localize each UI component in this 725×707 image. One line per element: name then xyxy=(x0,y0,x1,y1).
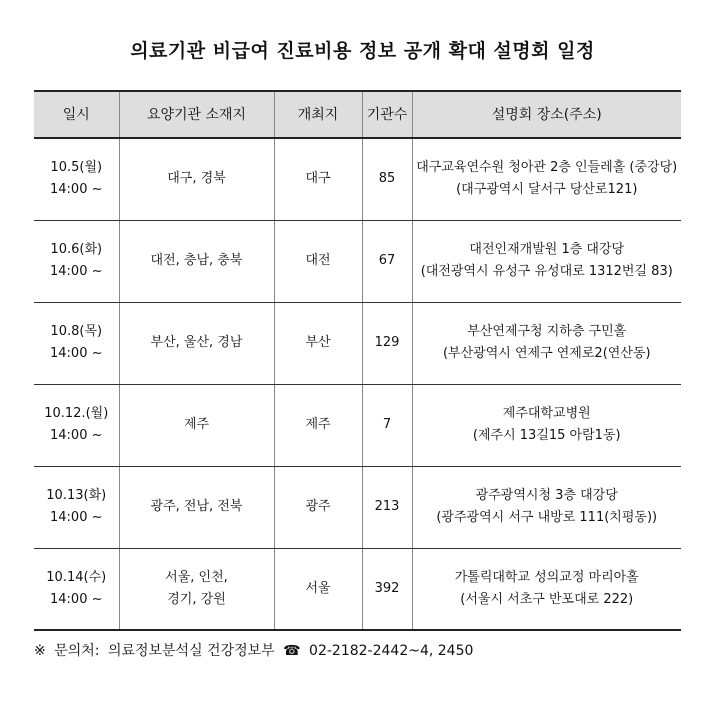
region-text: 부산, 울산, 경남 xyxy=(150,335,243,350)
time-text: 14:00 ~ xyxy=(50,428,103,443)
place-cell xyxy=(412,220,681,302)
table-row xyxy=(34,138,681,220)
header-venue-city: 개최지 xyxy=(274,91,362,138)
venue-city-cell: 광주 xyxy=(274,466,362,548)
location-cell xyxy=(119,302,274,384)
place-address: (부산광역시 연제구 연제로2(연산동) xyxy=(442,346,651,361)
count-cell: 85 xyxy=(362,138,412,220)
place-address: (대구광역시 달서구 당산로121) xyxy=(456,182,638,198)
place-name: 광주광역시청 3층 대강당 xyxy=(475,488,618,503)
region-text: 제주 xyxy=(183,417,210,432)
region-text: 경기, 강원 xyxy=(167,591,226,607)
page-title: 의료기관 비급여 진료비용 정보 공개 확대 설명회 일정 xyxy=(130,40,595,62)
phone-icon: ☎ xyxy=(283,643,301,659)
count-cell: 392 xyxy=(362,548,412,630)
region-text: 대구, 경북 xyxy=(167,171,226,187)
date-text: 10.12.(월) xyxy=(44,406,109,421)
region-text: 서울, 인천, xyxy=(165,569,228,585)
table-row xyxy=(34,466,681,548)
location-cell xyxy=(119,548,274,630)
datetime-cell xyxy=(34,302,119,384)
count-cell: 67 xyxy=(362,220,412,302)
place-address: (대전광역시 유성구 유성대로 1312번길 83) xyxy=(420,264,673,279)
table-row xyxy=(34,384,681,466)
place-name: 대구교육연수원 청아관 2층 인들레홀 (중강당) xyxy=(416,160,678,176)
place-cell xyxy=(412,138,681,220)
venue-city-cell: 부산 xyxy=(274,302,362,384)
datetime-cell xyxy=(34,548,119,630)
table-row xyxy=(34,220,681,302)
datetime-cell xyxy=(34,384,119,466)
place-address: (서울시 서초구 반포대로 222) xyxy=(460,591,634,607)
reference-mark: ※ xyxy=(34,643,46,659)
schedule-table xyxy=(34,90,681,631)
time-text: 14:00 ~ xyxy=(50,591,103,607)
header-place: 설명회 장소(주소) xyxy=(412,91,681,138)
place-cell xyxy=(412,548,681,630)
count-cell: 7 xyxy=(362,384,412,466)
date-text: 10.5(월) xyxy=(50,160,103,176)
date-text: 10.8(목) xyxy=(50,324,103,339)
date-text: 10.14(수) xyxy=(46,569,107,585)
datetime-cell xyxy=(34,138,119,220)
place-address: (광주광역시 서구 내방로 111(치평동)) xyxy=(436,510,658,525)
place-name: 제주대학교병원 xyxy=(502,406,591,421)
count-cell: 213 xyxy=(362,466,412,548)
count-cell: 129 xyxy=(362,302,412,384)
place-cell xyxy=(412,384,681,466)
contact-footnote xyxy=(34,640,477,660)
time-text: 14:00 ~ xyxy=(50,182,103,198)
place-address: (제주시 13길15 아람1동) xyxy=(472,428,621,443)
datetime-cell xyxy=(34,466,119,548)
place-cell xyxy=(412,466,681,548)
header-datetime: 일시 xyxy=(34,91,119,138)
table-row xyxy=(34,548,681,630)
time-text: 14:00 ~ xyxy=(50,264,103,279)
location-cell xyxy=(119,220,274,302)
date-text: 10.13(화) xyxy=(46,488,107,503)
place-name: 가톨릭대학교 성의교정 마리아홀 xyxy=(454,569,639,585)
contact-phone: 02-2182-2442~4, 2450 xyxy=(309,643,474,659)
contact-dept: 의료정보분석실 건강정보부 xyxy=(107,643,275,659)
place-cell xyxy=(412,302,681,384)
venue-city-cell: 대구 xyxy=(274,138,362,220)
date-text: 10.6(화) xyxy=(50,242,103,257)
time-text: 14:00 ~ xyxy=(50,346,103,361)
contact-label: 문의처: xyxy=(54,643,100,659)
header-count: 기관수 xyxy=(362,91,412,138)
location-cell xyxy=(119,138,274,220)
location-cell xyxy=(119,384,274,466)
table-header-row xyxy=(34,91,681,138)
location-cell xyxy=(119,466,274,548)
venue-city-cell: 서울 xyxy=(274,548,362,630)
region-text: 광주, 전남, 전북 xyxy=(150,499,243,514)
datetime-cell xyxy=(34,220,119,302)
place-name: 대전인재개발원 1층 대강당 xyxy=(469,242,625,257)
venue-city-cell: 제주 xyxy=(274,384,362,466)
place-name: 부산연제구청 지하층 구민홀 xyxy=(467,324,627,339)
region-text: 대전, 충남, 충북 xyxy=(150,253,243,268)
time-text: 14:00 ~ xyxy=(50,510,103,525)
table-row xyxy=(34,302,681,384)
header-location: 요양기관 소재지 xyxy=(119,91,274,138)
venue-city-cell: 대전 xyxy=(274,220,362,302)
